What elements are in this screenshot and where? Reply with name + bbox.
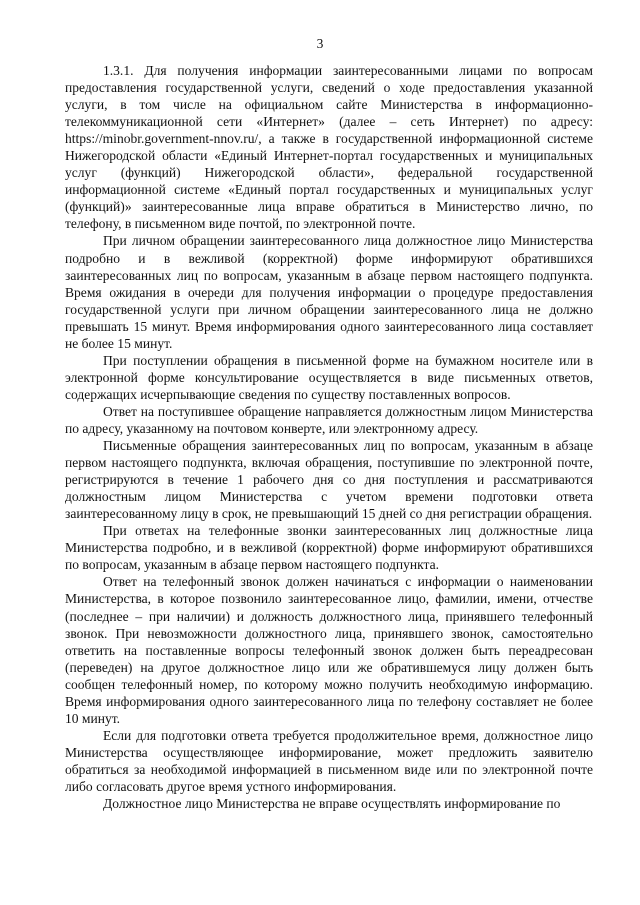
paragraph-1-text-before-link: 1.3.1. Для получения информации заинтересованными лицами по вопросам предоставления государственной услуги, сведений о ходе предоставления указанной услуги, в том числе на официальном сайте Министерства в информационно-телекоммуникационной сети «Интернет» (далее – сеть Интернет) по адресу:: [65, 63, 593, 130]
paragraph-2: При личном обращении заинтересованного лица должностное лицо Министерства подробно и в вежливой (корректной) форме информируют обратившихся заинтересованных лиц по вопросам, указанным в абзаце первом настоящего подпункта. Время ожидания в очереди для получения информации о процедуре предоставления государственной услуги при личном обращении заинтересованного лица не должно превышать 15 минут. Время информирования одного заинтересованного лица составляет не более 15 минут.: [65, 233, 593, 351]
paragraph-3: При поступлении обращения в письменной форме на бумажном носителе или в электронной форме консультирование осуществляется в виде письменных ответов, содержащих исчерпывающие сведения по существу поставленных вопросов.: [65, 352, 593, 402]
paragraph-9: Должностное лицо Министерства не вправе осуществлять информирование по: [103, 796, 561, 812]
paragraph-6: При ответах на телефонные звонки заинтересованных лиц должностные лица Министерства подробно, и в вежливой (корректной) форме информируют обратившихся по вопросам, указанным в абзаце первом настоящего подпункта.: [65, 523, 593, 573]
paragraph-7: Ответ на телефонный звонок должен начинаться с информации о наименовании Министерства, в которое позвонило заинтересованное лицо, фамилии, имени, отчестве (последнее – при наличии) и должность должностного лица, принявшего телефонный звонок. При невозможности должностного лица, принявшего звонок, самостоятельно ответить на поставленные вопросы телефонный звонок должен быть переадресован (переведен) на другое должностное лицо или же обратившемуся лицу должен быть сообщен телефонный номер, по которому можно получить необходимую информацию. Время информирования одного заинтересованного лица по телефону составляет не более 10 минут.: [65, 574, 593, 726]
page-number: 3: [316, 36, 324, 51]
paragraph-1: [65, 62, 593, 232]
paragraph-1-text-after-link: , а также в государственной информационной системе Нижегородской области «Единый Интернет-портал государственных и муниципальных услуг (функций) Нижегородской области», федеральной государственной информационной системе «Единый портал государственных и муниципальных услуг (функций)» заинтересованные лица вправе обратиться в Министерство лично, по телефону, в письменном виде почтой, по электронной почте.: [65, 131, 593, 232]
document-body: [65, 62, 593, 812]
paragraph-4: Ответ на поступившее обращение направляется должностным лицом Министерства по адресу, указанному на почтовом конверте, или электронному адресу.: [65, 403, 593, 436]
paragraph-8: Если для подготовки ответа требуется продолжительное время, должностное лицо Министерства осуществляющее информирование, может предложить заявителю обратиться за необходимой информацией в письменном виде или по электронной почте либо согласовать другое время устного информирования.: [65, 727, 593, 794]
ministry-website-link[interactable]: https://minobr.government-nnov.ru/: [65, 131, 259, 147]
paragraph-5: Письменные обращения заинтересованных лиц по вопросам, указанным в абзаце первом настоящего подпункта, включая обращения, поступившие по электронной почте, регистрируются в течение 1 рабочего дня со дня поступления и рассматриваются должностным лицом Министерства с учетом времени подготовки ответа заинтересованному лицу в срок, не превышающий 15 дней со дня регистрации обращения.: [65, 438, 593, 522]
